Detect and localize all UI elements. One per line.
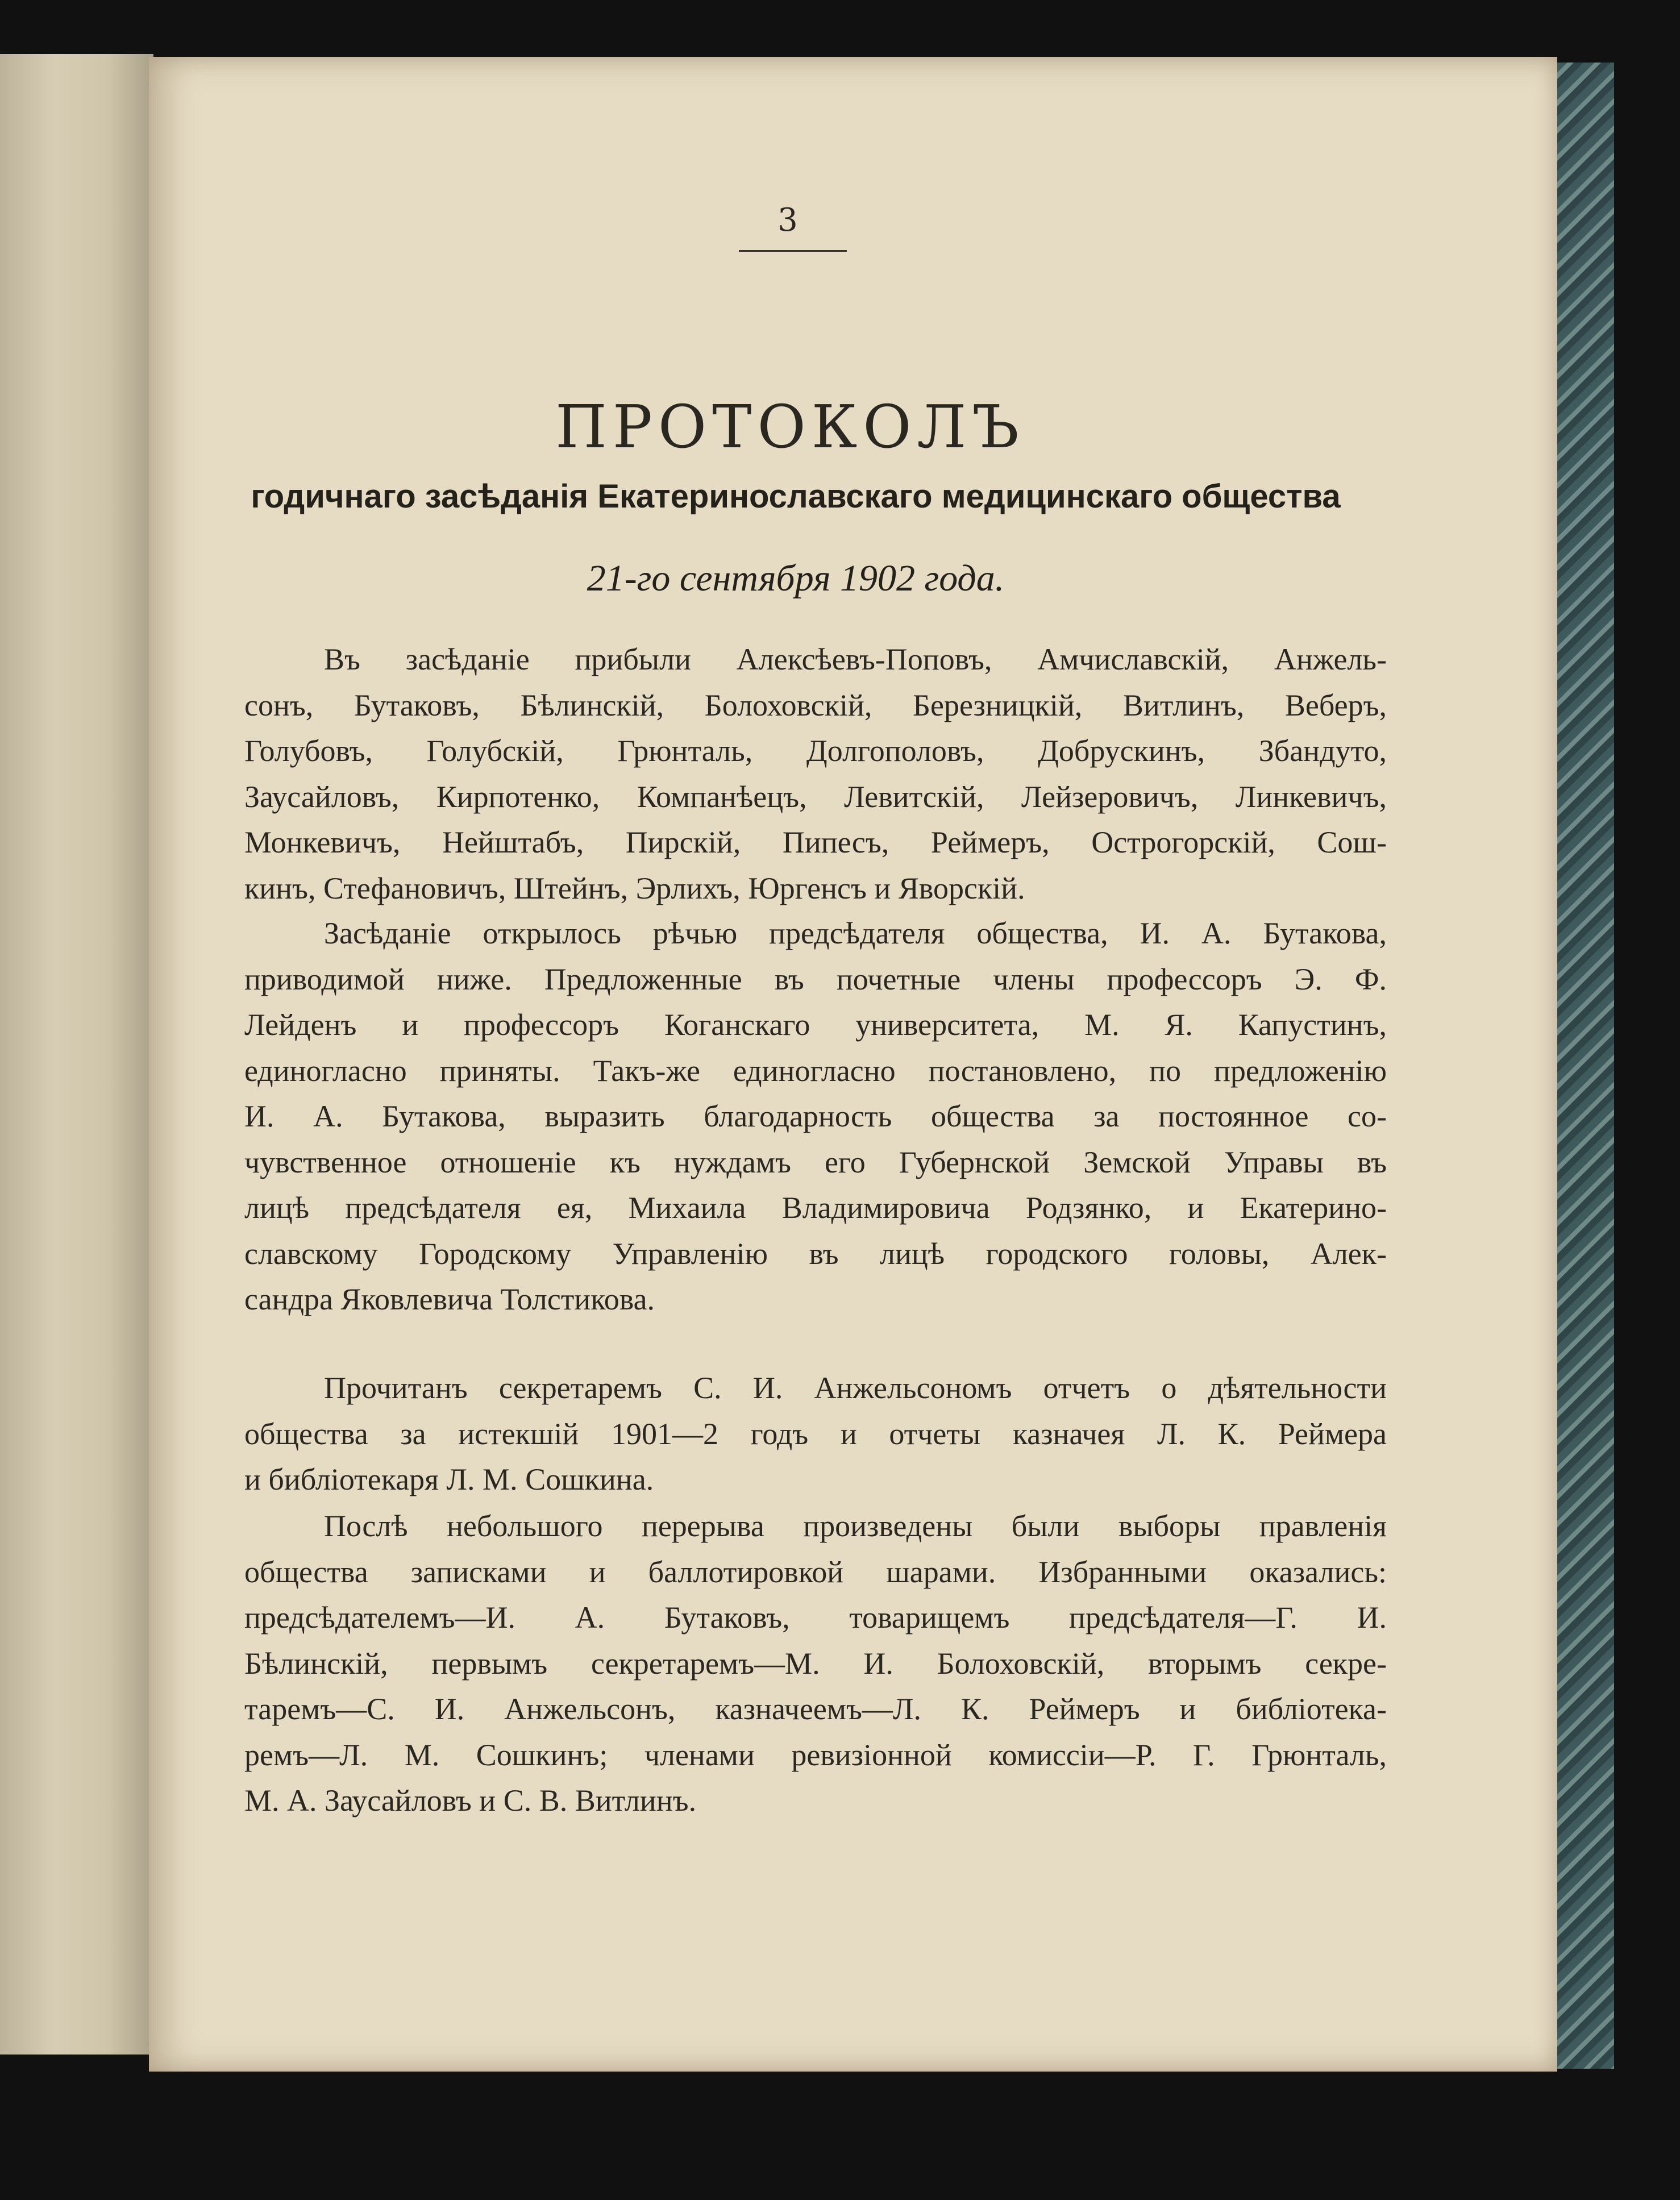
text-line: общества за истекшій 1901—2 годъ и отчеты казначея Л. К. Реймера xyxy=(244,1416,1387,1451)
text-line: Бѣлинскій, первымъ секретаремъ—М. И. Болоховскій, вторымъ секре- xyxy=(244,1646,1387,1681)
text-line: Прочитанъ секретаремъ С. И. Анжельсономъ отчетъ о дѣятельности xyxy=(324,1371,1387,1405)
text-line: сонъ, Бутаковъ, Бѣлинскій, Болоховскій, Березницкій, Витлинъ, Веберъ, xyxy=(244,688,1387,722)
page-number: 3 xyxy=(777,202,798,239)
page-subtitle: годичнаго засѣданія Екатеринославскаго медицинскаго общества xyxy=(251,478,1341,515)
previous-page-edge xyxy=(0,54,153,2055)
text-line: приводимой ниже. Предложенные въ почетные члены профессоръ Э. Ф. xyxy=(244,962,1387,996)
paragraph-opening xyxy=(244,910,1387,1323)
text-line: таремъ—С. И. Анжельсонъ, казначеемъ—Л. К. Реймеръ и библіотека- xyxy=(244,1692,1387,1726)
text-line: Голубовъ, Голубскій, Грюнталь, Долгополовъ, Добрускинъ, Збандуто, xyxy=(244,734,1387,768)
text-line: кинъ, Стефановичъ, Штейнъ, Эрлихъ, Юргенсъ и Яворскій. xyxy=(244,871,1025,905)
text-line: славскому Городскому Управленію въ лицѣ городского головы, Алек- xyxy=(244,1236,1387,1271)
paragraph-attendees xyxy=(244,637,1387,911)
text-line: и библіотекаря Л. М. Сошкина. xyxy=(244,1462,654,1496)
text-line: Лейденъ и профессоръ Коганскаго университета, М. Я. Капустинъ, xyxy=(244,1008,1387,1042)
text-line: Засѣданіе открылось рѣчью предсѣдателя общества, И. А. Бутакова, xyxy=(324,916,1387,950)
text-line: И. А. Бутакова, выразить благодарность общества за постоянное со- xyxy=(244,1099,1387,1133)
meeting-date: 21-го сентября 1902 года. xyxy=(587,558,1005,599)
text-line: чувственное отношеніе къ нуждамъ его Губернской Земской Управы въ xyxy=(244,1145,1387,1179)
text-line: Заусайловъ, Кирпотенко, Компанѣецъ, Левитскій, Лейзеровичъ, Линкевичъ, xyxy=(244,779,1387,814)
text-line: предсѣдателемъ—И. А. Бутаковъ, товарищемъ предсѣдателя—Г. И. xyxy=(244,1600,1387,1635)
text-line: ремъ—Л. М. Сошкинъ; членами ревизіонной комиссіи—Р. Г. Грюнталь, xyxy=(244,1737,1387,1772)
page-number-rule xyxy=(739,250,847,252)
paragraph-report xyxy=(244,1365,1387,1503)
text-line: единогласно приняты. Такъ-же единогласно постановлено, по предложенію xyxy=(244,1053,1387,1088)
text-line: лицѣ предсѣдателя ея, Михаила Владимировича Родзянко, и Екатерино- xyxy=(244,1191,1387,1225)
page-title: ПРОТОКОЛЪ xyxy=(555,392,1025,461)
text-line: общества записками и баллотировкой шарами. Избранными оказались: xyxy=(244,1554,1387,1589)
paragraph-elections xyxy=(244,1503,1387,1824)
text-line: М. А. Заусайловъ и С. В. Витлинъ. xyxy=(244,1783,697,1818)
text-line: Монкевичъ, Нейштабъ, Пирскій, Пипесъ, Реймеръ, Острогорскій, Сош- xyxy=(244,825,1387,859)
text-line: сандра Яковлевича Толстикова. xyxy=(244,1282,655,1316)
text-line: Въ засѣданіе прибыли Алексѣевъ-Поповъ, Амчиславскій, Анжель- xyxy=(324,642,1387,676)
text-line: Послѣ небольшого перерыва произведены были выборы правленія xyxy=(324,1509,1387,1543)
